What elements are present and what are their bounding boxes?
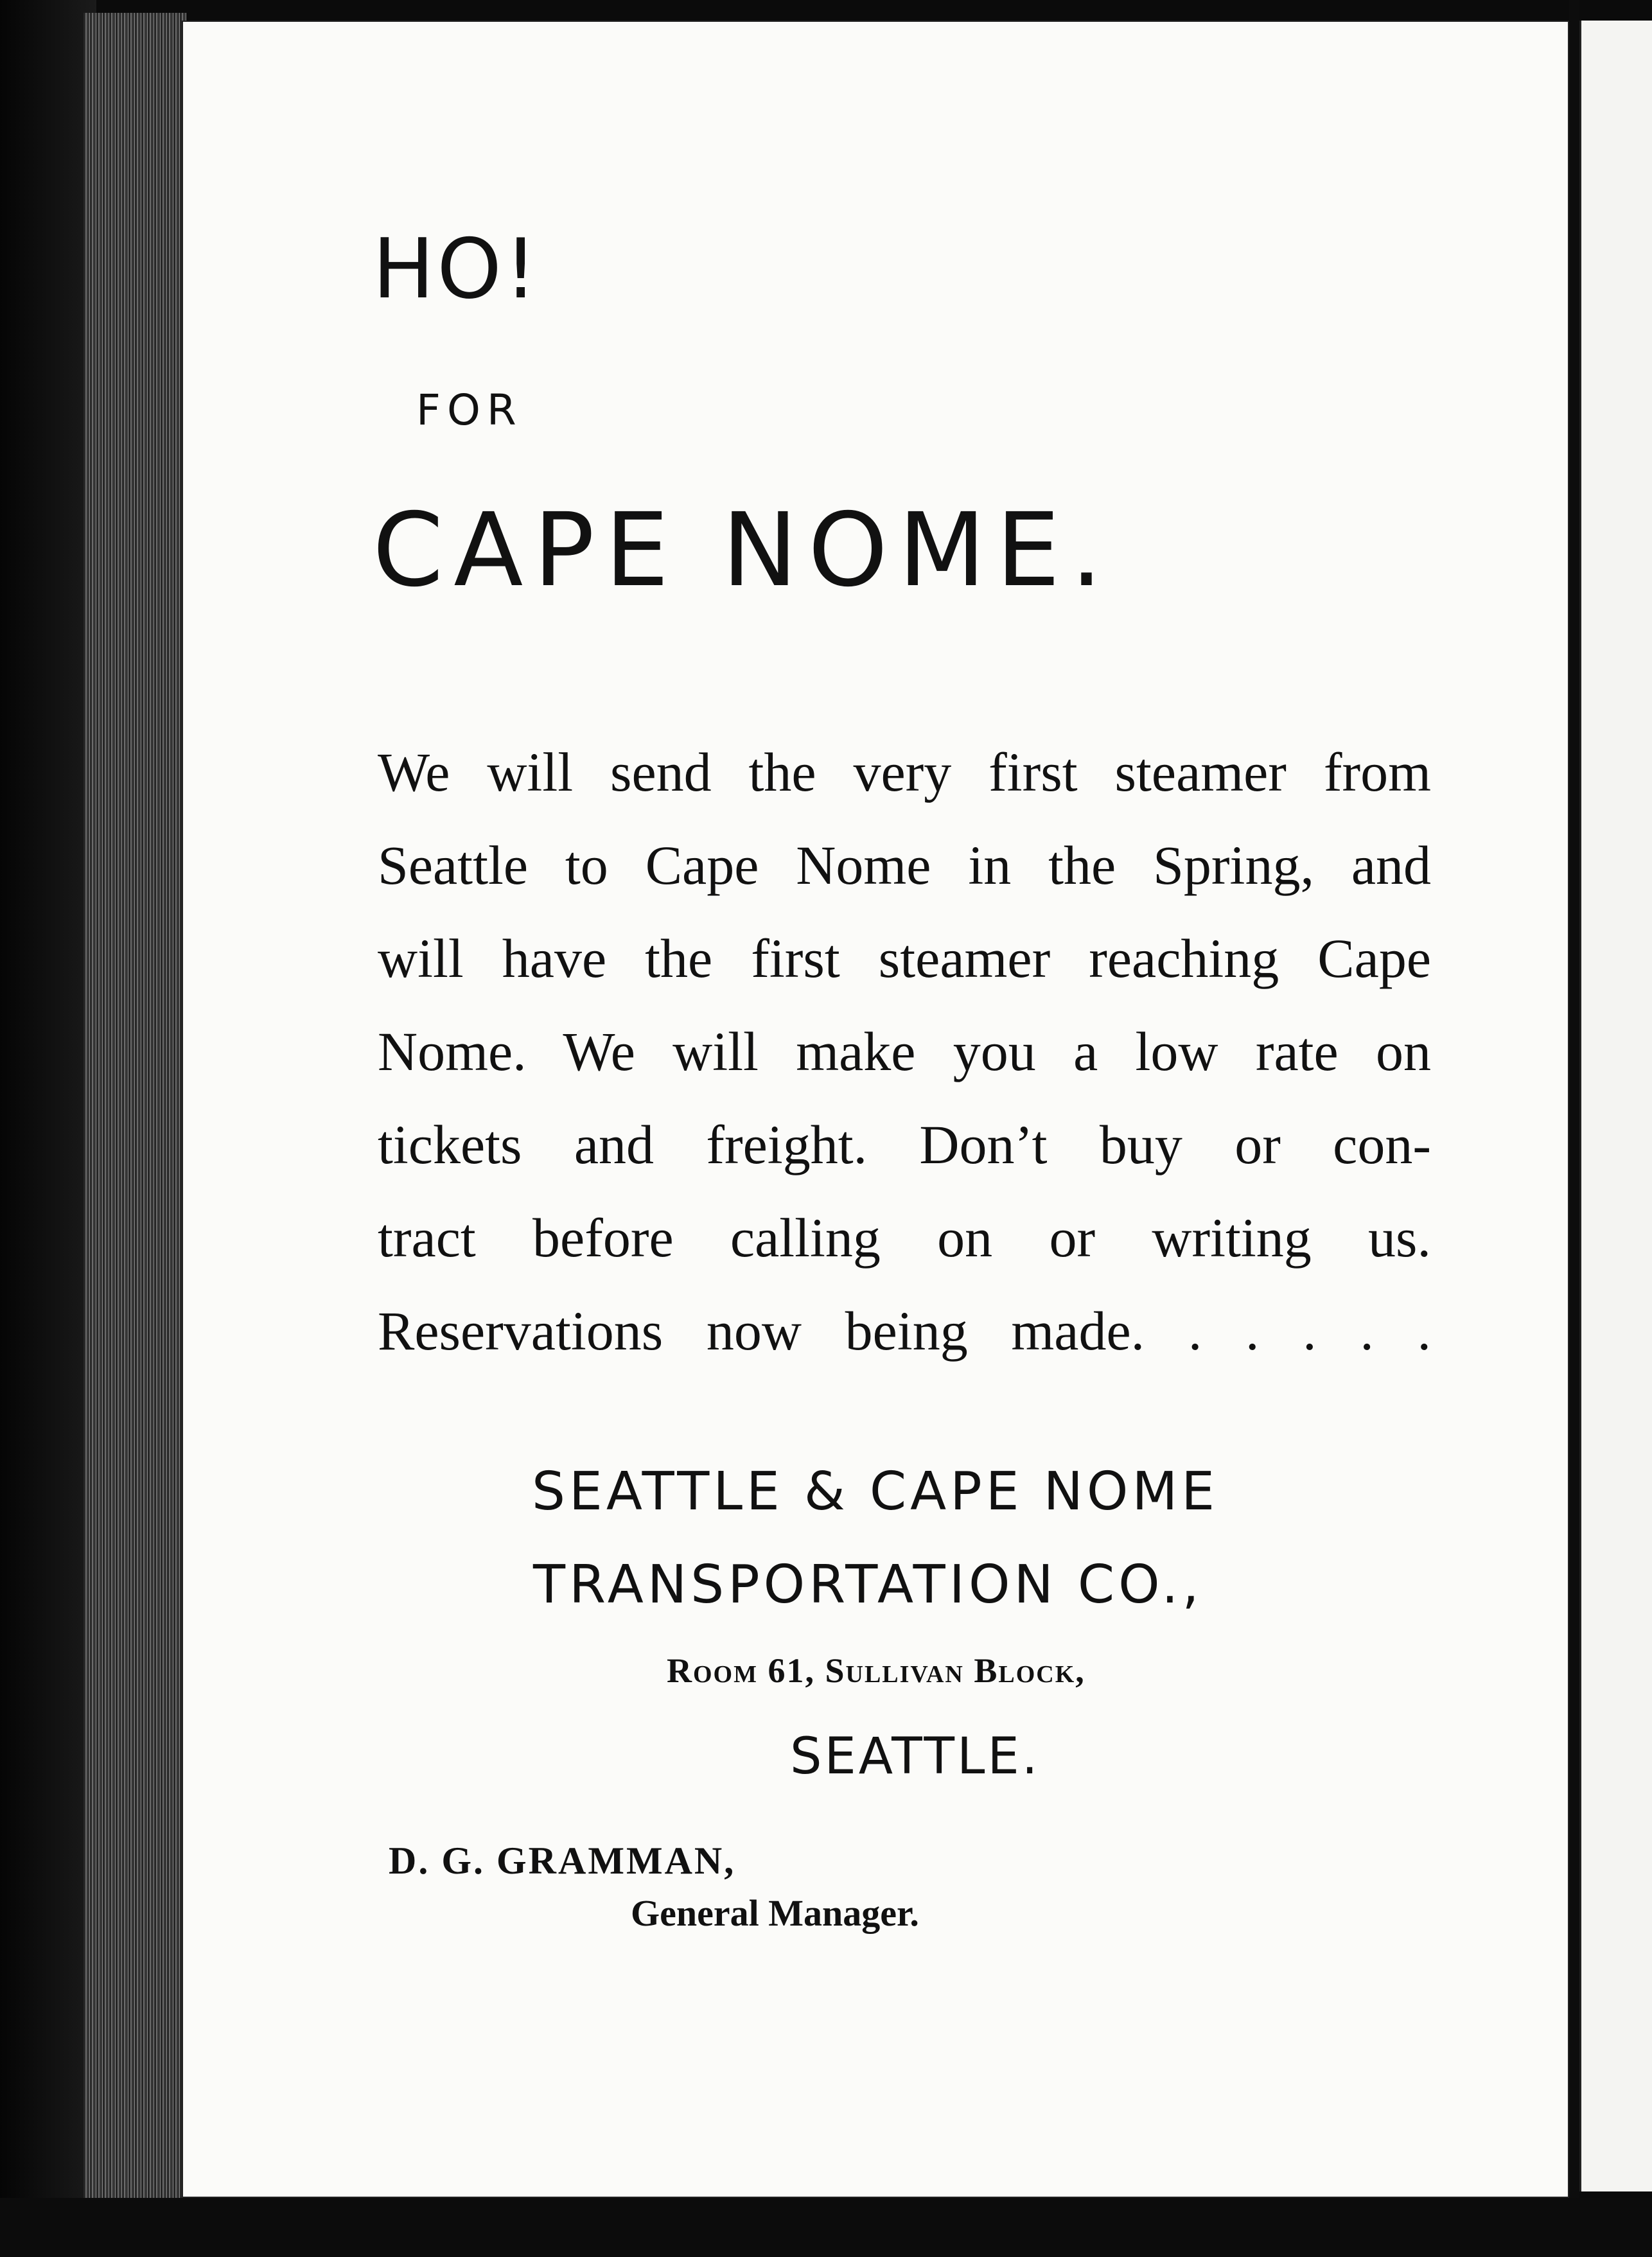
headline-for: FOR xyxy=(416,385,523,435)
headline-cape-nome: CAPE NOME. xyxy=(373,491,1113,610)
company-address: Room 61, Sullivan Block, xyxy=(667,1651,1085,1690)
manager-title: General Manager. xyxy=(631,1892,919,1934)
manager-name: D. G. GRAMMAN, xyxy=(389,1840,736,1882)
adjacent-page-edge xyxy=(1579,21,1652,2191)
company-name-line-2: TRANSPORTATION CO., xyxy=(533,1554,1203,1615)
body-line: Nome. We will make you a low rate on xyxy=(378,1021,1431,1082)
body-line: Seattle to Cape Nome in the Spring, and xyxy=(378,834,1431,896)
body-line: Reservations now being made. . . . . . xyxy=(378,1300,1431,1362)
headline-ho: HO! xyxy=(373,222,540,317)
company-city: SEATTLE. xyxy=(790,1728,1041,1786)
company-name-line-1: SEATTLE & CAPE NOME xyxy=(532,1461,1219,1522)
body-line: tickets and freight. Don’t buy or con- xyxy=(378,1114,1431,1175)
body-line: We will send the very first steamer from xyxy=(378,741,1431,803)
book-binding-edge xyxy=(0,0,96,2257)
body-line: will have the first steamer reaching Cape xyxy=(378,927,1431,989)
body-line: tract before calling on or writing us. xyxy=(378,1207,1431,1269)
page-stack-edge xyxy=(83,13,186,2222)
advertisement-body xyxy=(378,726,1431,1378)
page-gutter xyxy=(1569,0,1579,2257)
scan-bottom-border xyxy=(0,2198,1652,2257)
